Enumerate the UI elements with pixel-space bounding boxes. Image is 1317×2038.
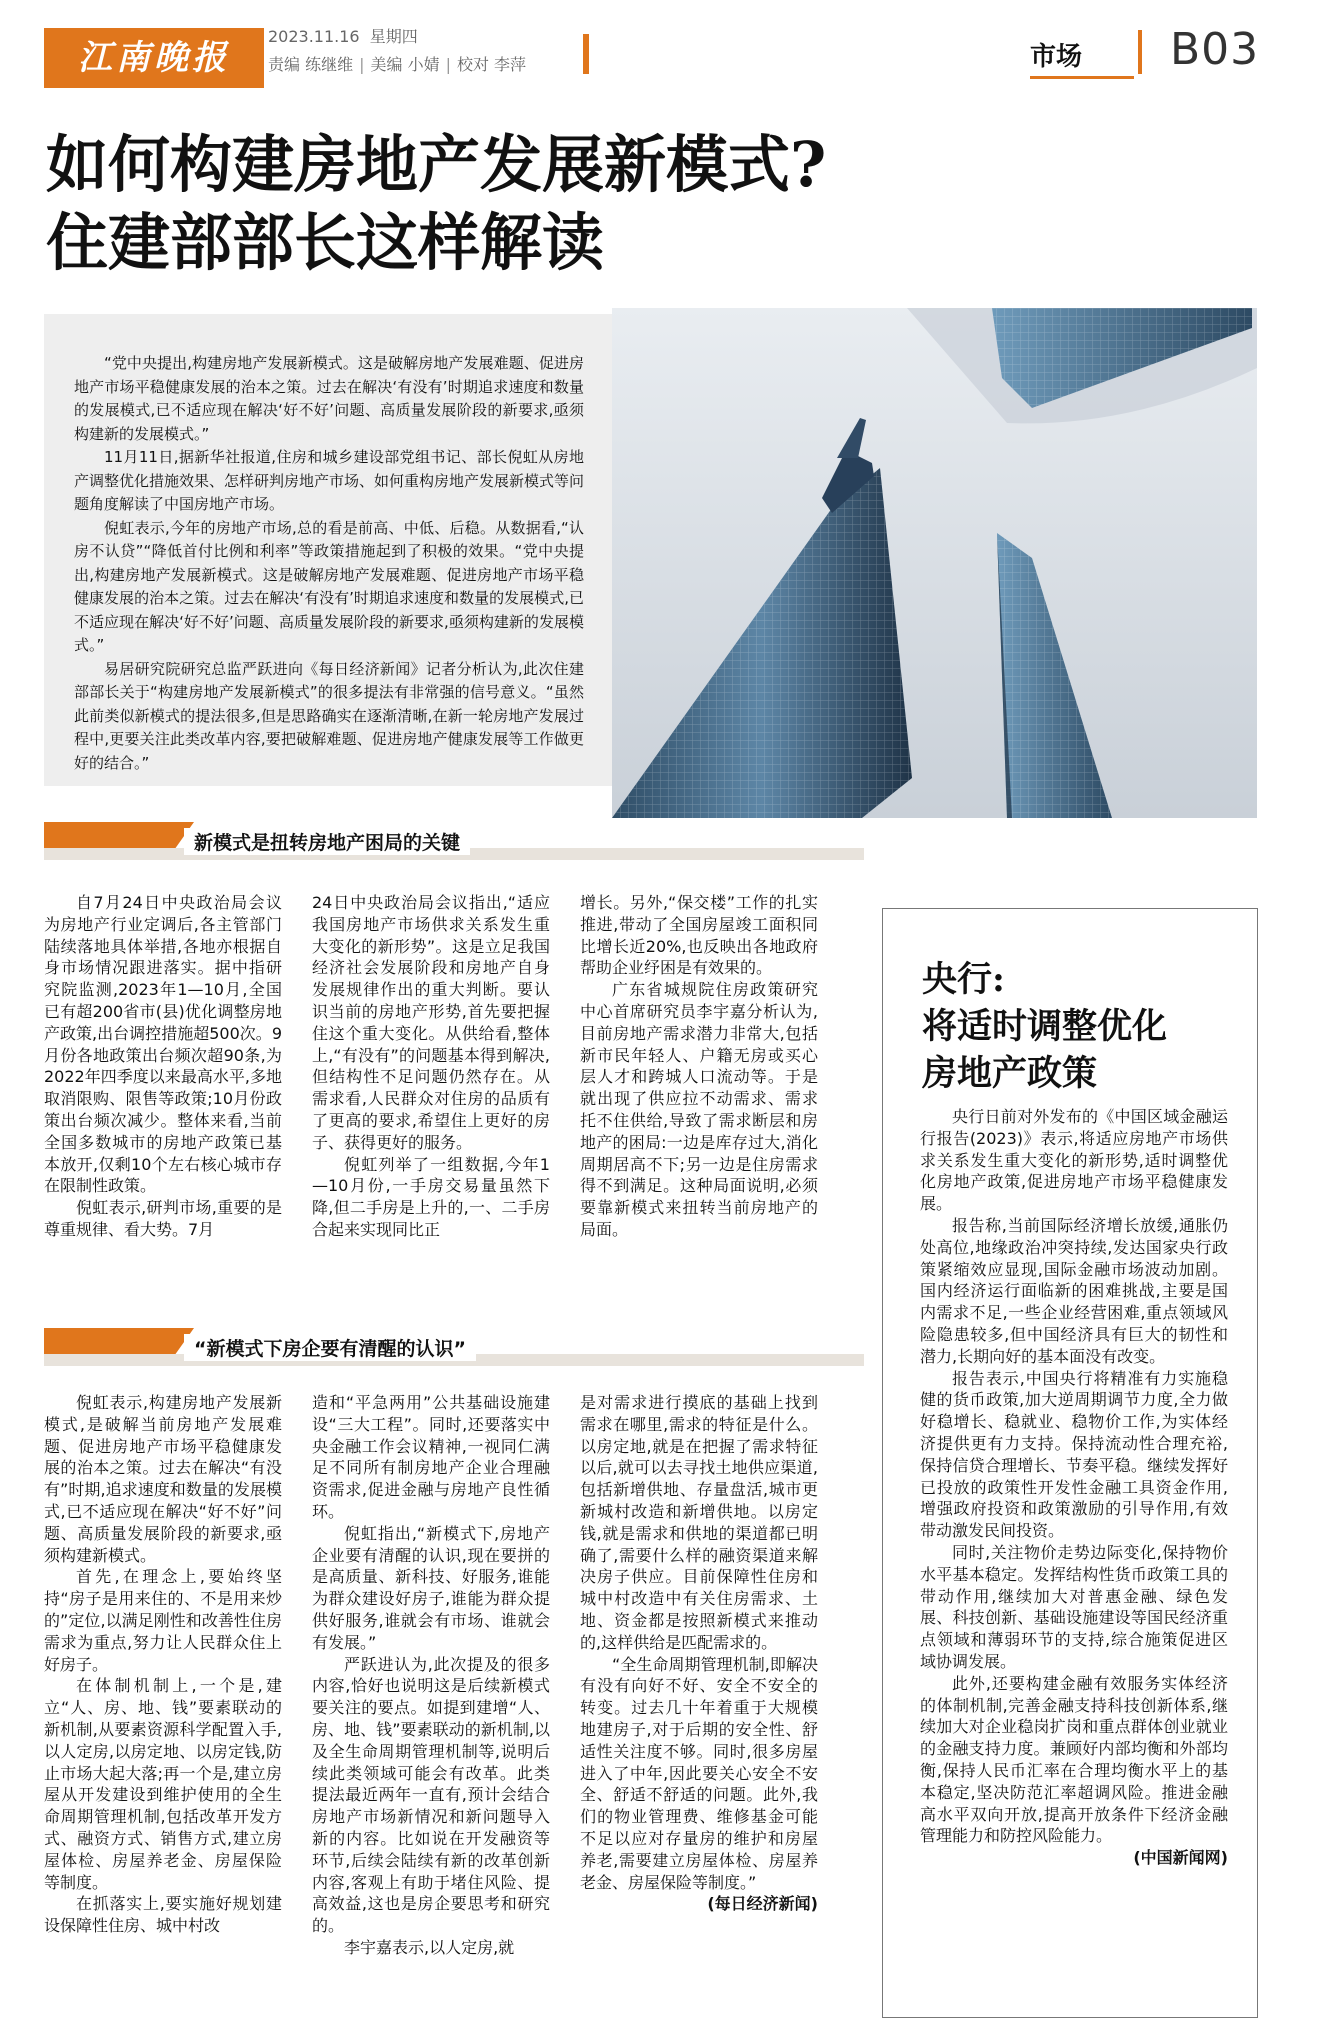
skyscraper-photo — [612, 308, 1257, 818]
section-heading-1 — [44, 822, 864, 860]
lead-paragraph: 11月11日,据新华社报道,住房和城乡建设部党组书记、部长倪虹从房地产调整优化措施效果、怎样研判房地产市场、如何重构房地产发展新模式等问题角度解读了中国房地产市场。 — [74, 448, 585, 513]
section-heading-1-text: 新模式是扭转房地产困局的关键 — [184, 828, 470, 855]
section1-column-3 — [580, 892, 818, 1312]
body-paragraph: 倪虹表示,构建房地产发展新模式,是破解当前房地产发展难题、促进房地产市场平稳健康发展的治本之策。过去在解决“有没有”时期,追求速度和数量的发展模式,已不适应现在解决“好不好”问题、高质量发展阶段的新要求,亟须构建新模式。 — [44, 1393, 282, 1565]
sidebar-paragraph: 央行日前对外发布的《中国区域金融运行报告(2023)》表示,将适应房地产市场供求关系发生重大变化的新形势,适时调整优化房地产政策,促进房地产市场平稳健康发展。 — [920, 1107, 1228, 1214]
sidebar-title — [922, 956, 1242, 1097]
credit-editor: 责编 练继维 — [268, 55, 354, 74]
article-source: (每日经济新闻) — [707, 1894, 818, 1914]
body-paragraph: 广东省城规院住房政策研究中心首席研究员李宇嘉分析认为,目前房地产需求潜力非常大,包括新市民年轻人、户籍无房或买心层人才和跨城人口流动等。于是就出现了供应拉不动需求、需求托不住供给,导致了需求断层和房地产的困局:一边是库存过大,消化周期居高不下;另一边是住房需求得不到满足。这种局面说明,必须要靠新模式来扭转当前房地产的局面。 — [580, 980, 818, 1239]
headline — [46, 126, 1046, 282]
lead-paragraph: “党中央提出,构建房地产发展新模式。这是破解房地产发展难题、促进房地产市场平稳健康发展的治本之策。过去在解决‘有没有’时期追求速度和数量的发展模式,已不适应现在解决‘好不好’问题、高质量发展阶段的新要求,亟须构建新的发展模式。” — [74, 354, 584, 443]
skyscraper-illustration — [612, 308, 1257, 818]
section-divider — [1138, 30, 1142, 74]
headline-line-2: 住建部部长这样解读 — [46, 206, 605, 279]
credit-designer: 美编 小婧 — [370, 55, 440, 74]
body-paragraph: 在体制机制上,一个是,建立“人、房、地、钱”要素联动的新机制,从要素资源科学配置入手,以人定房,以房定地、以房定钱,防止市场大起大落;再一个是,建立房屋从开发建设到维护使用的全生命周期管理机制,包括改革开发方式、融资方式、销售方式,建立房屋体检、房屋养老金、房屋保险等制度。 — [44, 1676, 282, 1892]
lead-paragraph: 倪虹表示,今年的房地产市场,总的看是前高、中低、后稳。从数据看,“认房不认贷”“降低首付比例和利率”等政策措施起到了积极的效果。“党中央提出,构建房地产发展新模式。这是破解房地产发展难题、促进房地产市场平稳健康发展的治本之策。过去在解决‘有没有’时期追求速度和数量的发展模式,已不适应现在解决‘好不好’问题、高质量发展阶段的新要求,亟须构建新的发展模式。” — [74, 518, 584, 654]
section2-column-2 — [312, 1392, 550, 2022]
section-heading-2 — [44, 1328, 864, 1366]
section-heading-2-text: “新模式下房企要有清醒的认识” — [184, 1334, 476, 1361]
newspaper-logo — [44, 28, 264, 88]
sidebar-title-line-3: 房地产政策 — [922, 1053, 1098, 1094]
section-name: 市场 — [1030, 42, 1083, 72]
credits-line: 责编 练继维 | 美编 小婧 | 校对 李萍 — [268, 55, 527, 74]
lead-paragraph: 易居研究院研究总监严跃进向《每日经济新闻》记者分析认为,此次住建部部长关于“构建房地产发展新模式”的很多提法有非常强的信号意义。“虽然此前类似新模式的提法很多,但是思路确实在逐渐清晰,在新一轮房地产发展过程中,更要关注此类改革内容,要把破解难题、促进房地产健康发展等工作做更好的结合。” — [74, 659, 584, 772]
credit-proofreader: 校对 李萍 — [456, 55, 527, 74]
body-paragraph: 自7月24日中央政治局会议为房地产行业定调后,各主管部门陆续落地具体举措,各地亦根据自身市场情况跟进落实。据中指研究院监测,2023年1—10月,全国已有超200省市(县)优化调整房地产政策,出台调控措施超500次。9月份各地政策出台频次超90条,为2022年四季度以来最高水平,多地取消限购、限售等政策;10月份政策出台频次减少。整体来看,当前全国多数城市的房地产政策已基本放开,仅剩10个左右核心城市存在限制性政策。 — [44, 893, 282, 1196]
body-paragraph: 是对需求进行摸底的基础上找到需求在哪里,需求的特征是什么。以房定地,就是在把握了需求特征以后,就可以去寻找土地供应渠道,包括新增供地、存量盘活,城市更新城村改造和新增供地。以房定钱,就是需求和供地的渠道都已明确了,需要什么样的融资渠道来解决房子供应。目前保障性住房和城中村改造中有关住房需求、土地、资金都是按照新模式来推动的,这样供给是匹配需求的。 — [580, 1393, 818, 1652]
section-label-block — [1030, 24, 1280, 80]
sidebar-paragraph: 报告称,当前国际经济增长放缓,通胀仍处高位,地缘政治冲突持续,发达国家央行政策紧缩效应显现,国际金融市场波动加剧。国内经济运行面临新的困难挑战,主要是国内需求不足,一些企业经营困难,重点领域风险隐患较多,但中国经济具有巨大的韧性和潜力,长期向好的基本面没有改变。 — [920, 1215, 1228, 1366]
body-paragraph: 24日中央政治局会议指出,“适应我国房地产市场供求关系发生重大变化的新形势”。这是立足我国经济社会发展阶段和房地产自身发展规律作出的重大判断。要认识当前的房地产形势,首先要把握住这个重大变化。从供给看,整体上,“有没有”的问题基本得到解决,但结构性不足问题仍然存在。从需求看,人民群众对住房的品质有了更高的要求,希望住上更好的房子、获得更好的服务。 — [312, 893, 550, 1152]
lead-text — [74, 352, 584, 775]
section2-column-3 — [580, 1392, 818, 2022]
body-paragraph: “全生命周期管理机制,即解决有没有向好不好、安全不安全的转变。过去几十年着重于大规模地建房子,对于后期的安全性、舒适性关注度不够。同时,很多房屋进入了中年,因此要关心安全不安全、舒适不舒适的问题。此外,我们的物业管理费、维修基金可能不足以应对存量房的维护和房屋养老,需要建立房屋体检、房屋养老金、房屋保险等制度。” — [580, 1654, 818, 1892]
body-paragraph: 倪虹表示,研判市场,重要的是尊重规律、看大势。7月 — [44, 1198, 282, 1239]
page-number: B03 — [1170, 24, 1260, 75]
section1-column-2 — [312, 892, 550, 1312]
body-paragraph: 增长。另外,“保交楼”工作的扎实推进,带动了全国房屋竣工面积同比增长近20%,也反映出各地政府帮助企业纾困是有效果的。 — [580, 893, 818, 978]
sidebar-paragraph: 报告表示,中国央行将精准有力实施稳健的货币政策,加大逆周期调节力度,全力做好稳增长、稳就业、稳物价工作,为实体经济提供更有力支持。保持流动性合理充裕,保持信贷合理增长、节奏平稳。继续发挥好已投放的政策性开发性金融工具资金作用,增强政府投资和政策激励的引导作用,有效带动激发民间投资。 — [920, 1368, 1228, 1541]
section-underline — [1030, 76, 1134, 79]
sidebar-source: (中国新闻网) — [1133, 1848, 1228, 1868]
body-paragraph: 造和“平急两用”公共基础设施建设“三大工程”。同时,还要落实中央金融工作会议精神,一视同仁满足不同所有制房地产企业合理融资需求,促进金融与房地产良性循环。 — [312, 1393, 550, 1521]
body-paragraph: 在抓落实上,要实施好规划建设保障性住房、城中村改 — [44, 1894, 282, 1936]
body-paragraph: 倪虹列举了一组数据,今年1—10月份,一手房交易量虽然下降,但二手房是上升的,一、二手房合起来实现同比正 — [312, 1154, 550, 1239]
issue-weekday: 星期四 — [369, 27, 418, 46]
body-paragraph: 首先,在理念上,要始终坚持“房子是用来住的、不是用来炒的”定位,以满足刚性和改善性住房需求为重点,努力让人民群众住上好房子。 — [44, 1567, 282, 1674]
headline-line-1: 如何构建房地产发展新模式? — [46, 128, 827, 201]
section1-column-1 — [44, 892, 282, 1312]
masthead-divider — [583, 34, 589, 74]
sidebar-title-line-2: 将适时调整优化 — [922, 1006, 1168, 1047]
section2-column-1 — [44, 1392, 282, 2022]
issue-date: 2023.11.16 — [268, 27, 360, 46]
sidebar-paragraph: 此外,还要构建金融有效服务实体经济的体制机制,完善金融支持科技创新体系,继续加大对企业稳岗扩岗和重点群体创业就业的金融支持力度。兼顾好内部均衡和外部均衡,保持人民币汇率在合理均衡水平上的基本稳定,坚决防范汇率超调风险。推进金融高水平双向开放,提高开放条件下经济金融管理能力和防控风险能力。 — [920, 1673, 1228, 1846]
issue-date-line — [268, 24, 418, 47]
body-paragraph: 倪虹指出,“新模式下,房地产企业要有清醒的认识,现在要拼的是高质量、新科技、好服务,谁能为群众建设好房子,谁能为群众提供好服务,谁就会有市场、谁就会有发展。” — [312, 1523, 550, 1652]
sidebar-paragraph: 同时,关注物价走势边际变化,保持物价水平基本稳定。发挥结构性货币政策工具的带动作用,继续加大对普惠金融、绿色发展、科技创新、基础设施建设等国民经济重点领域和薄弱环节的支持,综合施策促进区域协调发展。 — [920, 1542, 1228, 1671]
body-paragraph: 李宇嘉表示,以人定房,就 — [344, 1937, 515, 1957]
sidebar-body — [920, 1106, 1228, 1869]
body-paragraph: 严跃进认为,此次提及的很多内容,恰好也说明这是后续新模式要关注的要点。如提到建增“人、房、地、钱”要素联动的新机制,以及全生命周期管理机制等,说明后续此类领域可能会有改革。此类提法最近两年一直有,预计会结合房地产市场新情况和新问题导入新的内容。比如说在开发融资等环节,后续会陆续有新的改革创新内容,客观上有助于堵住风险、提高效益,这也是房企要思考和研究的。 — [312, 1654, 550, 1936]
logo-text: 江南晚报 — [78, 38, 230, 78]
sidebar-title-line-1: 央行: — [922, 959, 1005, 1000]
